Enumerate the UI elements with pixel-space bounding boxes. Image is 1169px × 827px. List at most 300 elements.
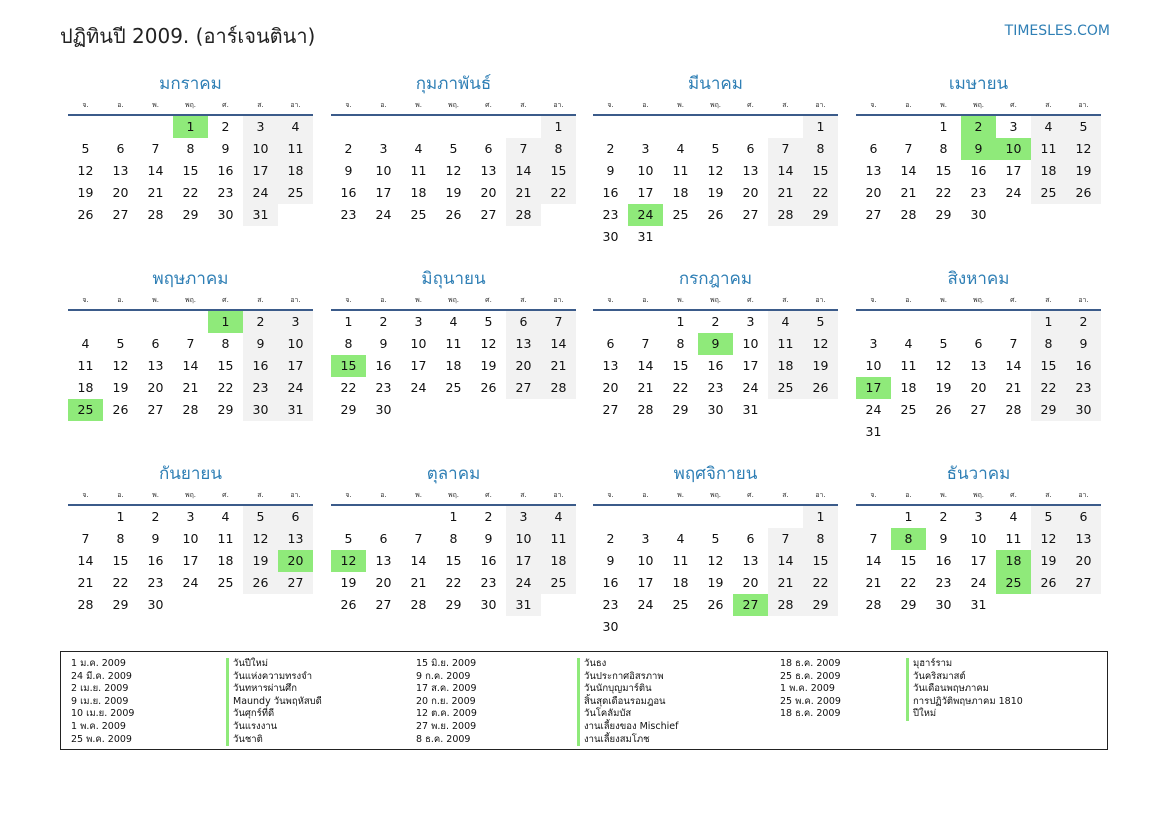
day-cell[interactable]: 18 — [672, 575, 689, 590]
day-cell[interactable]: 2 — [606, 531, 615, 546]
day-cell[interactable]: 27 — [147, 402, 164, 417]
day-cell[interactable]: 15 — [935, 163, 952, 178]
day-cell[interactable]: 9 — [939, 531, 948, 546]
day-cell[interactable]: 24 — [970, 575, 987, 590]
holiday-day-cell[interactable]: 1 — [208, 311, 243, 333]
day-cell[interactable]: 4 — [221, 509, 230, 524]
day-cell[interactable]: 23 — [935, 575, 952, 590]
day-cell[interactable]: 27 — [375, 597, 392, 612]
day-cell[interactable]: 26 — [1066, 182, 1101, 204]
day-cell[interactable]: 12 — [480, 336, 497, 351]
day-cell[interactable]: 17 — [243, 160, 278, 182]
day-cell[interactable]: 10 — [742, 336, 759, 351]
day-cell[interactable]: 7 — [541, 311, 576, 333]
day-cell[interactable]: 1 — [1031, 311, 1066, 333]
day-cell[interactable]: 21 — [147, 185, 164, 200]
day-cell[interactable]: 6 — [278, 506, 313, 528]
day-cell[interactable]: 26 — [707, 597, 724, 612]
day-cell[interactable]: 22 — [803, 572, 838, 594]
day-cell[interactable]: 24 — [865, 402, 882, 417]
day-cell[interactable]: 24 — [506, 572, 541, 594]
day-cell[interactable]: 30 — [375, 402, 392, 417]
day-cell[interactable]: 27 — [278, 572, 313, 594]
holiday-day-cell[interactable]: 2 — [961, 116, 996, 138]
day-cell[interactable]: 25 — [541, 572, 576, 594]
holiday-day-cell[interactable]: 8 — [891, 528, 926, 550]
day-cell[interactable]: 14 — [637, 358, 654, 373]
day-cell[interactable]: 18 — [445, 358, 462, 373]
day-cell[interactable]: 3 — [243, 116, 278, 138]
day-cell[interactable]: 12 — [243, 528, 278, 550]
day-cell[interactable]: 3 — [869, 336, 878, 351]
day-cell[interactable]: 20 — [375, 575, 392, 590]
day-cell[interactable]: 17 — [970, 553, 987, 568]
day-cell[interactable]: 15 — [217, 358, 234, 373]
day-cell[interactable]: 20 — [506, 355, 541, 377]
day-cell[interactable]: 21 — [637, 380, 654, 395]
day-cell[interactable]: 2 — [606, 141, 615, 156]
day-cell[interactable]: 10 — [970, 531, 987, 546]
day-cell[interactable]: 9 — [606, 553, 615, 568]
day-cell[interactable]: 7 — [768, 528, 803, 550]
day-cell[interactable]: 14 — [77, 553, 94, 568]
day-cell[interactable]: 13 — [970, 358, 987, 373]
day-cell[interactable]: 5 — [243, 506, 278, 528]
day-cell[interactable]: 24 — [742, 380, 759, 395]
day-cell[interactable]: 5 — [484, 314, 493, 329]
day-cell[interactable]: 13 — [147, 358, 164, 373]
day-cell[interactable]: 13 — [742, 553, 759, 568]
day-cell[interactable]: 25 — [672, 207, 689, 222]
day-cell[interactable]: 15 — [803, 550, 838, 572]
day-cell[interactable]: 29 — [900, 597, 917, 612]
day-cell[interactable]: 26 — [112, 402, 129, 417]
day-cell[interactable]: 12 — [77, 163, 94, 178]
day-cell[interactable]: 11 — [445, 336, 462, 351]
day-cell[interactable]: 20 — [112, 185, 129, 200]
day-cell[interactable]: 26 — [243, 572, 278, 594]
day-cell[interactable]: 1 — [803, 506, 838, 528]
day-cell[interactable]: 8 — [1031, 333, 1066, 355]
day-cell[interactable]: 27 — [742, 207, 759, 222]
day-cell[interactable]: 18 — [278, 160, 313, 182]
day-cell[interactable]: 5 — [1031, 506, 1066, 528]
day-cell[interactable]: 14 — [410, 553, 427, 568]
day-cell[interactable]: 4 — [541, 506, 576, 528]
day-cell[interactable]: 23 — [602, 597, 619, 612]
day-cell[interactable]: 12 — [707, 553, 724, 568]
day-cell[interactable]: 23 — [375, 380, 392, 395]
holiday-day-cell[interactable]: 27 — [733, 594, 768, 616]
day-cell[interactable]: 27 — [480, 207, 497, 222]
day-cell[interactable]: 23 — [970, 185, 987, 200]
day-cell[interactable]: 21 — [1005, 380, 1022, 395]
day-cell[interactable]: 30 — [217, 207, 234, 222]
day-cell[interactable]: 3 — [974, 509, 983, 524]
day-cell[interactable]: 9 — [606, 163, 615, 178]
day-cell[interactable]: 2 — [344, 141, 353, 156]
day-cell[interactable]: 25 — [445, 380, 462, 395]
day-cell[interactable]: 11 — [672, 553, 689, 568]
day-cell[interactable]: 1 — [344, 314, 353, 329]
day-cell[interactable]: 19 — [803, 355, 838, 377]
day-cell[interactable]: 15 — [112, 553, 129, 568]
day-cell[interactable]: 25 — [900, 402, 917, 417]
day-cell[interactable]: 29 — [803, 594, 838, 616]
day-cell[interactable]: 13 — [602, 358, 619, 373]
day-cell[interactable]: 4 — [1009, 509, 1018, 524]
day-cell[interactable]: 23 — [243, 377, 278, 399]
day-cell[interactable]: 9 — [379, 336, 388, 351]
day-cell[interactable]: 8 — [939, 141, 948, 156]
day-cell[interactable]: 20 — [742, 185, 759, 200]
day-cell[interactable]: 11 — [278, 138, 313, 160]
day-cell[interactable]: 19 — [445, 185, 462, 200]
day-cell[interactable]: 9 — [243, 333, 278, 355]
day-cell[interactable]: 30 — [935, 597, 952, 612]
day-cell[interactable]: 3 — [1009, 119, 1018, 134]
holiday-day-cell[interactable]: 24 — [628, 204, 663, 226]
day-cell[interactable]: 29 — [340, 402, 357, 417]
day-cell[interactable]: 14 — [865, 553, 882, 568]
holiday-day-cell[interactable]: 1 — [173, 116, 208, 138]
day-cell[interactable]: 15 — [541, 160, 576, 182]
day-cell[interactable]: 28 — [410, 597, 427, 612]
day-cell[interactable]: 2 — [151, 509, 160, 524]
day-cell[interactable]: 7 — [641, 336, 650, 351]
day-cell[interactable]: 14 — [147, 163, 164, 178]
day-cell[interactable]: 30 — [1066, 399, 1101, 421]
day-cell[interactable]: 19 — [1066, 160, 1101, 182]
day-cell[interactable]: 10 — [865, 358, 882, 373]
day-cell[interactable]: 28 — [77, 597, 94, 612]
day-cell[interactable]: 3 — [641, 531, 650, 546]
day-cell[interactable]: 1 — [939, 119, 948, 134]
day-cell[interactable]: 2 — [221, 119, 230, 134]
day-cell[interactable]: 5 — [711, 531, 720, 546]
day-cell[interactable]: 7 — [81, 531, 90, 546]
day-cell[interactable]: 16 — [935, 553, 952, 568]
day-cell[interactable]: 2 — [711, 314, 720, 329]
day-cell[interactable]: 8 — [803, 138, 838, 160]
day-cell[interactable]: 18 — [672, 185, 689, 200]
day-cell[interactable]: 18 — [410, 185, 427, 200]
day-cell[interactable]: 19 — [935, 380, 952, 395]
day-cell[interactable]: 23 — [707, 380, 724, 395]
day-cell[interactable]: 22 — [541, 182, 576, 204]
day-cell[interactable]: 6 — [1066, 506, 1101, 528]
day-cell[interactable]: 5 — [803, 311, 838, 333]
day-cell[interactable]: 8 — [541, 138, 576, 160]
day-cell[interactable]: 26 — [340, 597, 357, 612]
day-cell[interactable]: 7 — [151, 141, 160, 156]
day-cell[interactable]: 5 — [116, 336, 125, 351]
site-brand-link[interactable]: TIMESLES.COM — [1004, 23, 1110, 39]
day-cell[interactable]: 20 — [1066, 550, 1101, 572]
day-cell[interactable]: 3 — [641, 141, 650, 156]
day-cell[interactable]: 24 — [637, 597, 654, 612]
day-cell[interactable]: 30 — [970, 207, 987, 222]
day-cell[interactable]: 5 — [344, 531, 353, 546]
day-cell[interactable]: 19 — [77, 185, 94, 200]
day-cell[interactable]: 19 — [707, 575, 724, 590]
day-cell[interactable]: 22 — [217, 380, 234, 395]
holiday-day-cell[interactable]: 15 — [331, 355, 366, 377]
day-cell[interactable]: 16 — [147, 553, 164, 568]
day-cell[interactable]: 20 — [970, 380, 987, 395]
day-cell[interactable]: 19 — [707, 185, 724, 200]
day-cell[interactable]: 27 — [970, 402, 987, 417]
day-cell[interactable]: 21 — [77, 575, 94, 590]
day-cell[interactable]: 26 — [803, 377, 838, 399]
day-cell[interactable]: 2 — [939, 509, 948, 524]
day-cell[interactable]: 16 — [970, 163, 987, 178]
day-cell[interactable]: 20 — [480, 185, 497, 200]
day-cell[interactable]: 11 — [900, 358, 917, 373]
day-cell[interactable]: 8 — [803, 528, 838, 550]
day-cell[interactable]: 28 — [506, 204, 541, 226]
day-cell[interactable]: 4 — [768, 311, 803, 333]
day-cell[interactable]: 23 — [217, 185, 234, 200]
day-cell[interactable]: 10 — [182, 531, 199, 546]
day-cell[interactable]: 15 — [900, 553, 917, 568]
day-cell[interactable]: 9 — [484, 531, 493, 546]
day-cell[interactable]: 11 — [768, 333, 803, 355]
day-cell[interactable]: 6 — [379, 531, 388, 546]
day-cell[interactable]: 21 — [900, 185, 917, 200]
day-cell[interactable]: 13 — [1066, 528, 1101, 550]
day-cell[interactable]: 10 — [375, 163, 392, 178]
day-cell[interactable]: 24 — [182, 575, 199, 590]
day-cell[interactable]: 25 — [217, 575, 234, 590]
day-cell[interactable]: 21 — [541, 355, 576, 377]
day-cell[interactable]: 7 — [186, 336, 195, 351]
day-cell[interactable]: 15 — [672, 358, 689, 373]
day-cell[interactable]: 8 — [221, 336, 230, 351]
day-cell[interactable]: 21 — [506, 182, 541, 204]
day-cell[interactable]: 7 — [506, 138, 541, 160]
day-cell[interactable]: 23 — [340, 207, 357, 222]
holiday-day-cell[interactable]: 9 — [698, 333, 733, 355]
day-cell[interactable]: 27 — [506, 377, 541, 399]
day-cell[interactable]: 16 — [602, 185, 619, 200]
day-cell[interactable]: 26 — [707, 207, 724, 222]
day-cell[interactable]: 26 — [445, 207, 462, 222]
day-cell[interactable]: 23 — [602, 207, 619, 222]
day-cell[interactable]: 12 — [1066, 138, 1101, 160]
day-cell[interactable]: 31 — [970, 597, 987, 612]
day-cell[interactable]: 17 — [637, 575, 654, 590]
day-cell[interactable]: 28 — [900, 207, 917, 222]
day-cell[interactable]: 9 — [344, 163, 353, 178]
day-cell[interactable]: 29 — [217, 402, 234, 417]
day-cell[interactable]: 17 — [637, 185, 654, 200]
day-cell[interactable]: 21 — [410, 575, 427, 590]
day-cell[interactable]: 15 — [182, 163, 199, 178]
day-cell[interactable]: 22 — [900, 575, 917, 590]
day-cell[interactable]: 19 — [243, 550, 278, 572]
day-cell[interactable]: 3 — [186, 509, 195, 524]
day-cell[interactable]: 31 — [278, 399, 313, 421]
day-cell[interactable]: 23 — [1066, 377, 1101, 399]
day-cell[interactable]: 13 — [375, 553, 392, 568]
day-cell[interactable]: 3 — [414, 314, 423, 329]
day-cell[interactable]: 21 — [865, 575, 882, 590]
day-cell[interactable]: 4 — [1031, 116, 1066, 138]
day-cell[interactable]: 10 — [506, 528, 541, 550]
day-cell[interactable]: 8 — [449, 531, 458, 546]
day-cell[interactable]: 30 — [243, 399, 278, 421]
day-cell[interactable]: 14 — [768, 160, 803, 182]
day-cell[interactable]: 13 — [865, 163, 882, 178]
day-cell[interactable]: 26 — [935, 402, 952, 417]
day-cell[interactable]: 30 — [602, 619, 619, 634]
day-cell[interactable]: 13 — [480, 163, 497, 178]
day-cell[interactable]: 15 — [445, 553, 462, 568]
day-cell[interactable]: 1 — [676, 314, 685, 329]
day-cell[interactable]: 5 — [711, 141, 720, 156]
day-cell[interactable]: 19 — [480, 358, 497, 373]
day-cell[interactable]: 27 — [602, 402, 619, 417]
day-cell[interactable]: 2 — [379, 314, 388, 329]
day-cell[interactable]: 6 — [746, 531, 755, 546]
day-cell[interactable]: 24 — [243, 182, 278, 204]
day-cell[interactable]: 15 — [803, 160, 838, 182]
day-cell[interactable]: 8 — [676, 336, 685, 351]
day-cell[interactable]: 29 — [182, 207, 199, 222]
day-cell[interactable]: 7 — [768, 138, 803, 160]
day-cell[interactable]: 20 — [147, 380, 164, 395]
day-cell[interactable]: 22 — [445, 575, 462, 590]
day-cell[interactable]: 10 — [243, 138, 278, 160]
day-cell[interactable]: 2 — [484, 509, 493, 524]
day-cell[interactable]: 13 — [506, 333, 541, 355]
day-cell[interactable]: 6 — [484, 141, 493, 156]
holiday-day-cell[interactable]: 18 — [996, 550, 1031, 572]
day-cell[interactable]: 19 — [112, 380, 129, 395]
day-cell[interactable]: 6 — [606, 336, 615, 351]
day-cell[interactable]: 4 — [414, 141, 423, 156]
day-cell[interactable]: 21 — [768, 572, 803, 594]
day-cell[interactable]: 25 — [410, 207, 427, 222]
day-cell[interactable]: 12 — [803, 333, 838, 355]
day-cell[interactable]: 24 — [278, 377, 313, 399]
day-cell[interactable]: 22 — [1031, 377, 1066, 399]
day-cell[interactable]: 17 — [182, 553, 199, 568]
day-cell[interactable]: 30 — [602, 229, 619, 244]
day-cell[interactable]: 13 — [112, 163, 129, 178]
day-cell[interactable]: 18 — [541, 550, 576, 572]
day-cell[interactable]: 4 — [676, 141, 685, 156]
day-cell[interactable]: 11 — [672, 163, 689, 178]
day-cell[interactable]: 16 — [602, 575, 619, 590]
day-cell[interactable]: 11 — [77, 358, 94, 373]
day-cell[interactable]: 18 — [217, 553, 234, 568]
holiday-day-cell[interactable]: 9 — [961, 138, 996, 160]
day-cell[interactable]: 15 — [1031, 355, 1066, 377]
day-cell[interactable]: 7 — [904, 141, 913, 156]
day-cell[interactable]: 2 — [243, 311, 278, 333]
day-cell[interactable]: 5 — [449, 141, 458, 156]
day-cell[interactable]: 27 — [865, 207, 882, 222]
holiday-day-cell[interactable]: 25 — [996, 572, 1031, 594]
day-cell[interactable]: 3 — [506, 506, 541, 528]
day-cell[interactable]: 29 — [935, 207, 952, 222]
day-cell[interactable]: 18 — [77, 380, 94, 395]
day-cell[interactable]: 14 — [506, 160, 541, 182]
day-cell[interactable]: 18 — [900, 380, 917, 395]
day-cell[interactable]: 31 — [637, 229, 654, 244]
day-cell[interactable]: 29 — [672, 402, 689, 417]
day-cell[interactable]: 11 — [1005, 531, 1022, 546]
day-cell[interactable]: 31 — [865, 424, 882, 439]
day-cell[interactable]: 26 — [480, 380, 497, 395]
day-cell[interactable]: 10 — [637, 553, 654, 568]
day-cell[interactable]: 20 — [865, 185, 882, 200]
day-cell[interactable]: 17 — [410, 358, 427, 373]
day-cell[interactable]: 28 — [182, 402, 199, 417]
day-cell[interactable]: 5 — [81, 141, 90, 156]
day-cell[interactable]: 6 — [506, 311, 541, 333]
day-cell[interactable]: 22 — [340, 380, 357, 395]
day-cell[interactable]: 14 — [182, 358, 199, 373]
day-cell[interactable]: 6 — [116, 141, 125, 156]
day-cell[interactable]: 25 — [768, 377, 803, 399]
day-cell[interactable]: 14 — [768, 550, 803, 572]
day-cell[interactable]: 31 — [742, 402, 759, 417]
day-cell[interactable]: 28 — [147, 207, 164, 222]
day-cell[interactable]: 12 — [445, 163, 462, 178]
holiday-day-cell[interactable]: 17 — [856, 377, 891, 399]
day-cell[interactable]: 17 — [742, 358, 759, 373]
day-cell[interactable]: 4 — [676, 531, 685, 546]
day-cell[interactable]: 14 — [900, 163, 917, 178]
day-cell[interactable]: 22 — [182, 185, 199, 200]
day-cell[interactable]: 28 — [541, 377, 576, 399]
day-cell[interactable]: 10 — [637, 163, 654, 178]
day-cell[interactable]: 3 — [746, 314, 755, 329]
day-cell[interactable]: 11 — [1031, 138, 1066, 160]
day-cell[interactable]: 10 — [410, 336, 427, 351]
day-cell[interactable]: 25 — [278, 182, 313, 204]
day-cell[interactable]: 13 — [278, 528, 313, 550]
day-cell[interactable]: 14 — [541, 333, 576, 355]
day-cell[interactable]: 9 — [221, 141, 230, 156]
day-cell[interactable]: 12 — [112, 358, 129, 373]
day-cell[interactable]: 29 — [112, 597, 129, 612]
day-cell[interactable]: 17 — [506, 550, 541, 572]
day-cell[interactable]: 2 — [1066, 311, 1101, 333]
day-cell[interactable]: 29 — [445, 597, 462, 612]
day-cell[interactable]: 8 — [116, 531, 125, 546]
day-cell[interactable]: 13 — [742, 163, 759, 178]
day-cell[interactable]: 6 — [974, 336, 983, 351]
day-cell[interactable]: 11 — [217, 531, 234, 546]
day-cell[interactable]: 25 — [1031, 182, 1066, 204]
day-cell[interactable]: 28 — [1005, 402, 1022, 417]
day-cell[interactable]: 17 — [1005, 163, 1022, 178]
day-cell[interactable]: 20 — [602, 380, 619, 395]
day-cell[interactable]: 28 — [865, 597, 882, 612]
day-cell[interactable]: 26 — [77, 207, 94, 222]
day-cell[interactable]: 4 — [81, 336, 90, 351]
day-cell[interactable]: 9 — [1066, 333, 1101, 355]
day-cell[interactable]: 16 — [707, 358, 724, 373]
day-cell[interactable]: 24 — [375, 207, 392, 222]
day-cell[interactable]: 9 — [151, 531, 160, 546]
day-cell[interactable]: 21 — [182, 380, 199, 395]
holiday-day-cell[interactable]: 12 — [331, 550, 366, 572]
